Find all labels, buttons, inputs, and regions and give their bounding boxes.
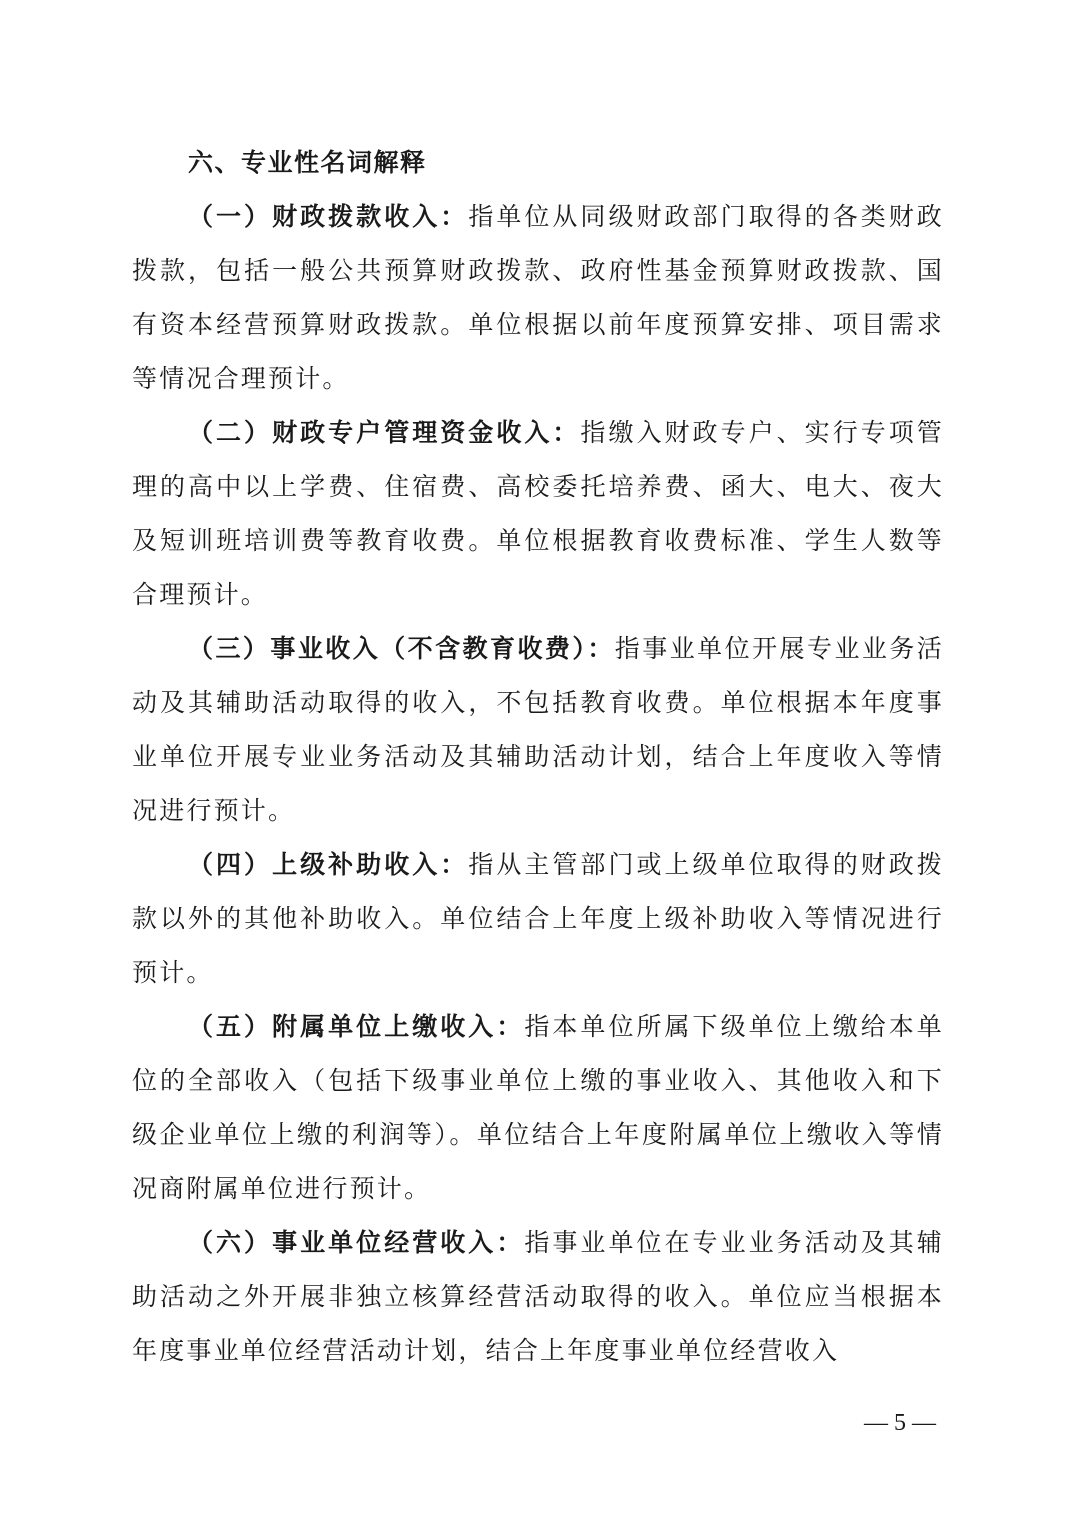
term-paragraph-2 <box>132 406 944 622</box>
term-label: （一）财政拨款收入： <box>188 202 469 231</box>
term-definition: 指缴入财政专户、实行专项管理的高中以上学费、住宿费、高校委托培养费、函大、电大、夜大及短训班培训费等教育收费。单位根据教育收费标准、学生人数等合理预计。 <box>132 418 944 609</box>
term-paragraph-6 <box>132 1216 944 1378</box>
term-definition: 指事业单位在专业业务活动及其辅助活动之外开展非独立核算经营活动取得的收入。单位应当根据本年度事业单位经营活动计划，结合上年度事业单位经营收入 <box>132 1228 944 1365</box>
term-paragraph-3 <box>132 622 944 838</box>
page-content <box>132 136 944 1378</box>
term-label: （六）事业单位经营收入： <box>188 1228 525 1257</box>
term-label: （二）财政专户管理资金收入： <box>188 418 581 447</box>
term-paragraph-1 <box>132 190 944 406</box>
term-paragraph-4 <box>132 838 944 1000</box>
section-title: 六、专业性名词解释 <box>188 148 427 177</box>
term-definition: 指事业单位开展专业业务活动及其辅助活动取得的收入，不包括教育收费。单位根据本年度事业单位开展专业业务活动及其辅助活动计划，结合上年度收入等情况进行预计。 <box>132 634 945 825</box>
term-definition: 指本单位所属下级单位上缴给本单位的全部收入（包括下级事业单位上缴的事业收入、其他收入和下级企业单位上缴的利润等）。单位结合上年度附属单位上缴收入等情况商附属单位进行预计。 <box>132 1012 944 1203</box>
term-label: （五）附属单位上缴收入： <box>188 1012 525 1041</box>
term-paragraph-5 <box>132 1000 944 1216</box>
page-number: — 5 — <box>864 1410 936 1436</box>
term-definition: 指从主管部门或上级单位取得的财政拨款以外的其他补助收入。单位结合上年度上级补助收入等情况进行预计。 <box>132 850 944 987</box>
term-label: （四）上级补助收入： <box>188 850 469 879</box>
term-definition: 指单位从同级财政部门取得的各类财政拨款，包括一般公共预算财政拨款、政府性基金预算财政拨款、国有资本经营预算财政拨款。单位根据以前年度预算安排、项目需求等情况合理预计。 <box>132 202 944 393</box>
term-label: （三）事业收入（不含教育收费）： <box>188 634 615 663</box>
